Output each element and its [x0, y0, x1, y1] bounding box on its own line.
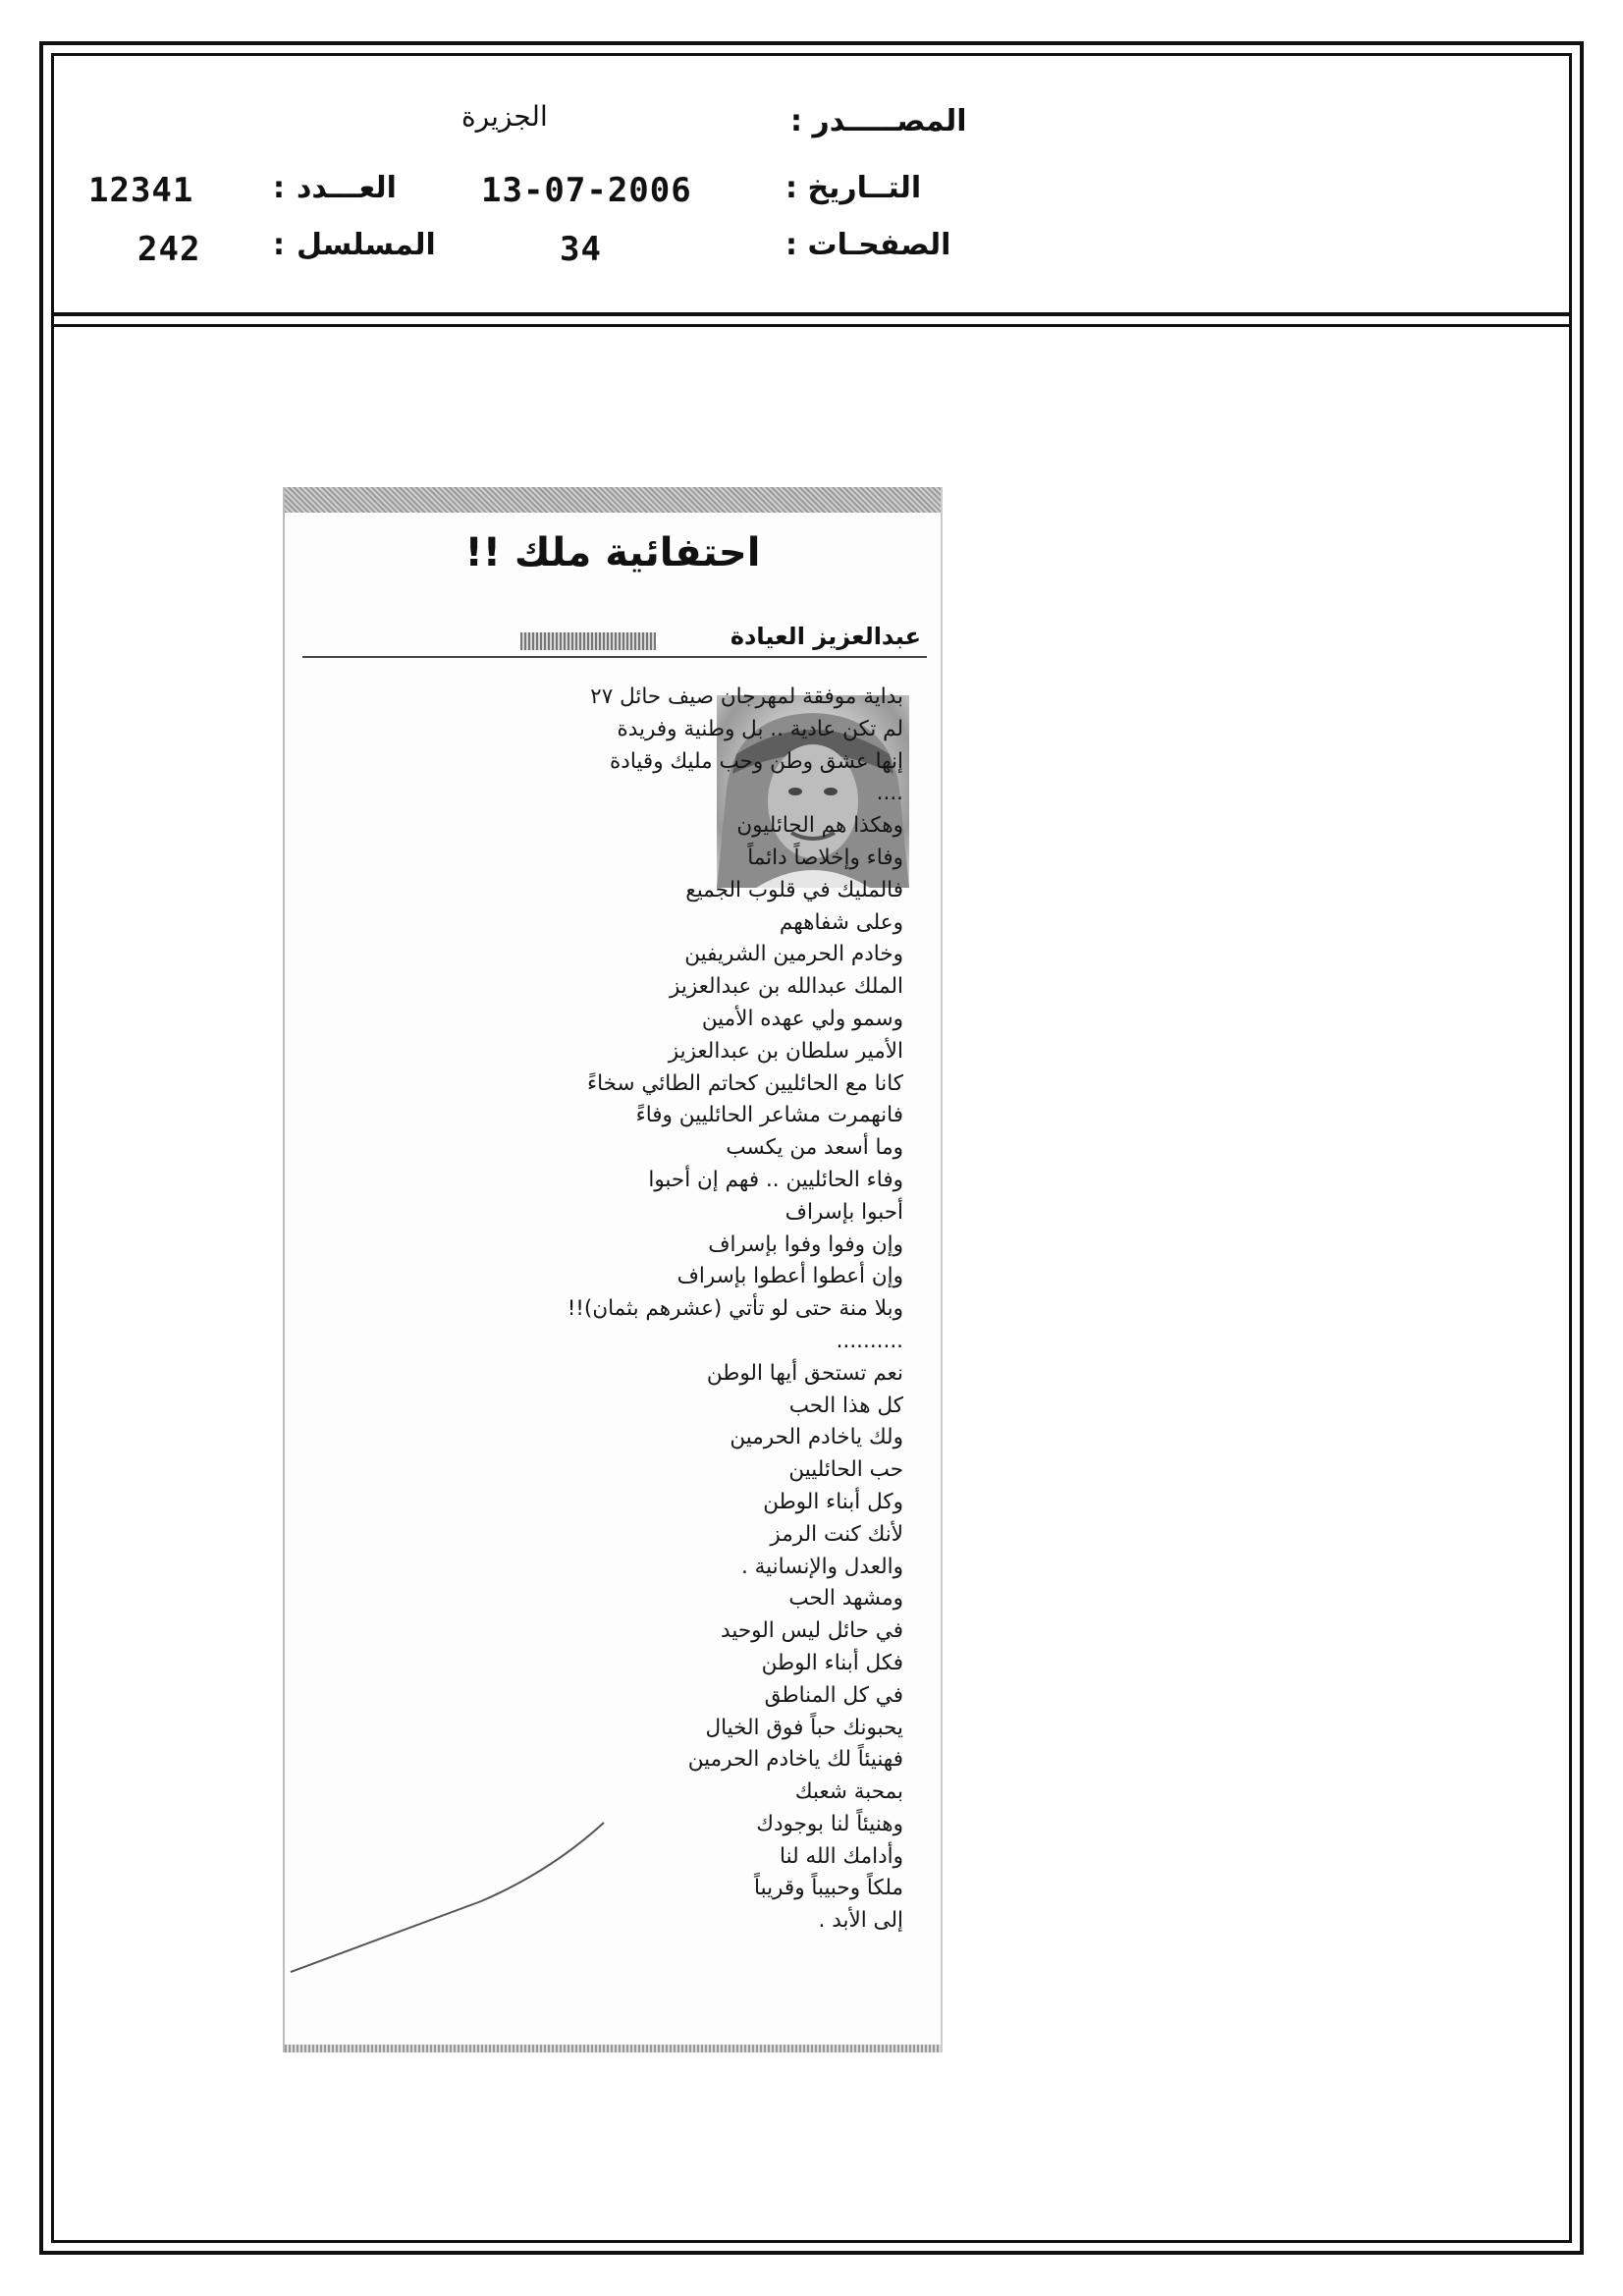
serial-value: 242 — [137, 230, 201, 269]
article-line: لأنك كنت الرمز — [770, 1521, 903, 1547]
article-line: .... — [876, 781, 903, 806]
article-line: لم تكن عادية .. بل وطنية وفريدة — [617, 716, 903, 741]
article-line: في كل المناطق — [764, 1682, 903, 1708]
article-line: فكل أبناء الوطن — [761, 1650, 903, 1675]
article-line: نعم تستحق أيها الوطن — [706, 1360, 903, 1386]
source-value: الجزيرة — [461, 100, 548, 133]
header-divider-secondary — [51, 324, 1572, 327]
article-line: وإن أعطوا أعطوا بإسراف — [676, 1264, 903, 1289]
issue-colon: : — [273, 171, 285, 205]
clipping-bottom-bar — [285, 2045, 941, 2052]
article-line: والعدل والإنسانية . — [740, 1554, 903, 1579]
article-line: وبلا منة حتى لو تأتي (عشرهم بثمان)!! — [567, 1296, 903, 1322]
article-line: وسمو ولي عهده الأمين — [701, 1006, 903, 1031]
article-line: ومشهد الحب — [788, 1586, 903, 1612]
serial-label: المسلسل — [297, 228, 436, 262]
pen-mark — [285, 487, 945, 2052]
article-line: إنها عشق وطن وحب مليك وقيادة — [610, 748, 903, 774]
article-line: وأدامك الله لنا — [780, 1843, 903, 1869]
article-line: ملكاً وحبيباً وقريباً — [754, 1876, 903, 1901]
article-line: وعلى شفاههم — [779, 909, 903, 935]
article-line: فانهمرت مشاعر الحائليين وفاءً — [635, 1103, 903, 1128]
article-line: وما أسعد من يكسب — [726, 1135, 903, 1161]
newspaper-clipping — [283, 487, 943, 2052]
article-line: بداية موفقة لمهرجان صيف حائل ٢٧ — [590, 684, 903, 709]
article-line: وهكذا هم الحائليون — [736, 813, 903, 839]
article-line: في حائل ليس الوحيد — [721, 1618, 903, 1644]
article-line: أحبوا بإسراف — [784, 1199, 903, 1225]
pages-label: الصفحـات : — [785, 228, 951, 262]
article-author: عبدالعزيز العيادة — [730, 623, 921, 650]
article-line: حب الحائليين — [788, 1457, 903, 1483]
pages-value: 34 — [560, 230, 602, 269]
article-line: يحبونك حباً فوق الخيال — [705, 1715, 903, 1740]
article-line: فهنيئاً لك ياخادم الحرمين — [687, 1747, 903, 1773]
article-line: الملك عبدالله بن عبدالعزيز — [669, 974, 903, 1000]
header-divider — [51, 312, 1572, 316]
article-title: احتفائية ملك !! — [464, 530, 761, 575]
article-line: كانا مع الحائليين كحاتم الطائي سخاءً — [587, 1070, 903, 1096]
issue-label: العـــدد — [297, 171, 397, 205]
article-line: وإن وفوا وفوا بإسراف — [708, 1231, 903, 1257]
date-label: التــاريخ : — [785, 171, 922, 205]
article-line: .......... — [836, 1328, 903, 1353]
article-line: وكل أبناء الوطن — [763, 1489, 903, 1514]
serial-colon: : — [273, 228, 285, 262]
article-line: وفاء وإخلاصاً دائماً — [747, 845, 903, 870]
article-line: بمحبة شعبك — [794, 1779, 903, 1805]
article-line: إلى الأبد . — [818, 1908, 903, 1934]
article-line: كل هذا الحب — [788, 1393, 903, 1418]
article-line: وخادم الحرمين الشريفين — [684, 942, 903, 967]
article-line: وفاء الحائليين .. فهم إن أحبوا — [648, 1167, 903, 1192]
issue-value: 12341 — [88, 171, 194, 210]
article-line: وهنيئاً لنا بوجودك — [756, 1811, 903, 1836]
source-label: المصـــــدر : — [790, 104, 967, 138]
article-line: الأمير سلطان بن عبدالعزيز — [668, 1038, 903, 1064]
date-value: 13-07-2006 — [481, 171, 692, 210]
article-line: فالمليك في قلوب الجميع — [685, 877, 903, 902]
article-line: ولك ياخادم الحرمين — [730, 1425, 903, 1450]
